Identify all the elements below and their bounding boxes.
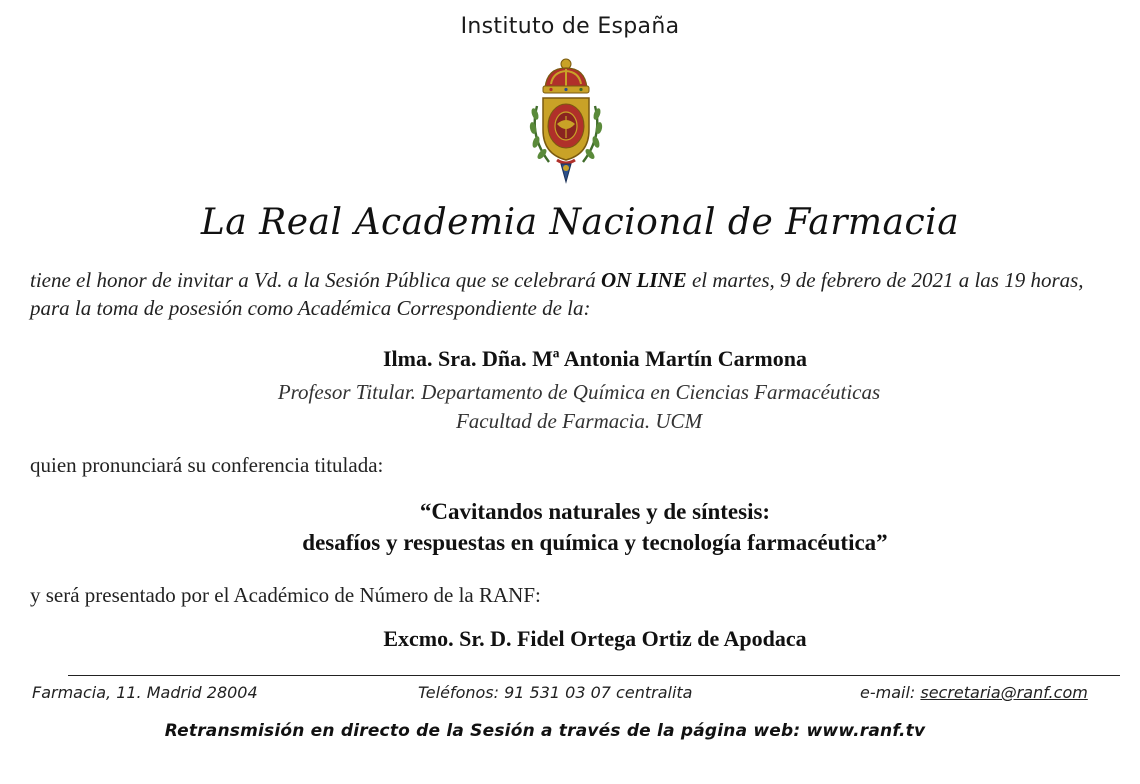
footer-phones: Teléfonos: 91 531 03 07 centralita — [418, 683, 693, 702]
footer-address: Farmacia, 11. Madrid 28004 — [32, 683, 258, 702]
online-emphasis: ON LINE — [600, 268, 687, 292]
presenter-name: Excmo. Sr. D. Fidel Ortega Ortiz de Apodaca — [383, 626, 807, 651]
lecture-title — [0, 496, 1140, 558]
email-link[interactable]: secretaria@ranf.com — [920, 683, 1088, 702]
honoree-faculty: Facultad de Farmacia. UCM — [455, 409, 703, 433]
institute-name: Instituto de España — [460, 14, 680, 39]
royal-academy-crest-icon — [521, 54, 611, 184]
footer-email — [860, 683, 1088, 702]
honoree-role: Profesor Titular. Departamento de Química en Ciencias Farmacéuticas — [277, 380, 881, 404]
lecture-intro: quien pronunciará su conferencia titulada: — [30, 453, 384, 477]
invitation-text — [30, 266, 1120, 322]
lecture-title-line-2: desafíos y respuestas en química y tecnología farmacéutica” — [302, 530, 888, 555]
invitation-text-after: el martes, 9 de febrero de 2021 a las 19 horas, para la toma de posesión como Académica Correspondiente de la: — [30, 268, 1084, 320]
broadcast-notice: Retransmisión en directo de la Sesión a través de la página web: www.ranf.tv — [164, 721, 926, 741]
academy-title: La Real Academia Nacional de Farmacia — [200, 202, 960, 243]
email-label: e-mail: — [860, 683, 921, 702]
presenter-intro: y será presentado por el Académico de Número de la RANF: — [30, 583, 541, 607]
invitation-text-before: tiene el honor de invitar a Vd. a la Sesión Pública que se celebrará — [30, 268, 601, 292]
lecture-title-line-1: “Cavitandos naturales y de síntesis: — [419, 499, 771, 524]
footer-divider — [68, 675, 1120, 676]
honoree-name: Ilma. Sra. Dña. Mª Antonia Martín Carmona — [383, 346, 807, 371]
